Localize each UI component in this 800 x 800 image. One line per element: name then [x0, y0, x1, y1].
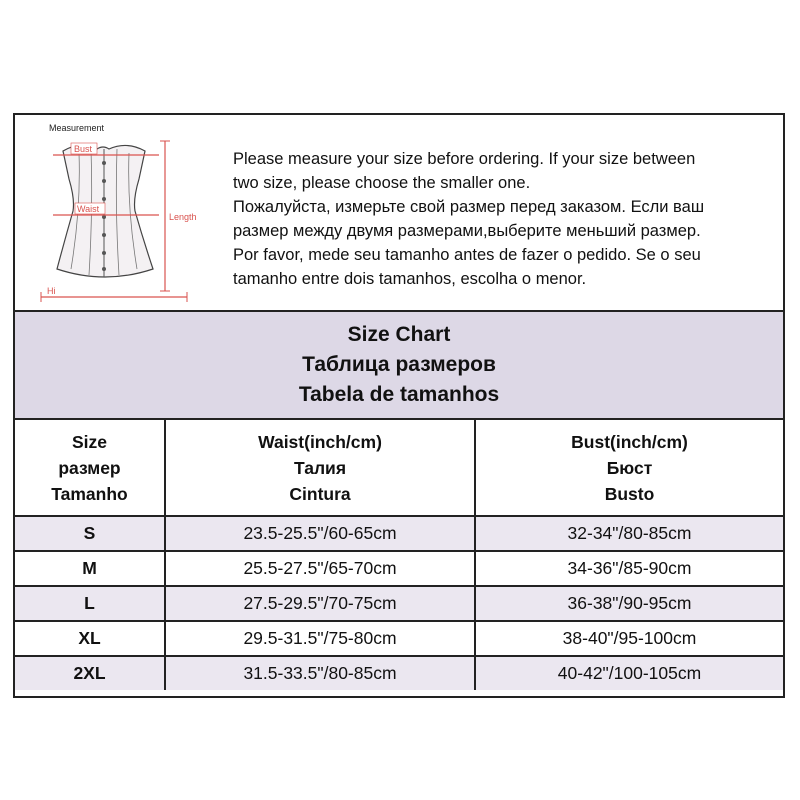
header-bust-ru: Бюст	[606, 457, 653, 478]
table-row	[15, 516, 783, 551]
note-line: two size, please choose the smaller one.	[233, 174, 531, 192]
bust-cell: 36-38"/90-95cm	[475, 586, 783, 621]
bust-cell: 40-42"/100-105cm	[475, 656, 783, 690]
bust-cell: 38-40"/95-100cm	[475, 621, 783, 656]
note-line: tamanho entre dois tamanhos, escolha o menor.	[233, 270, 587, 288]
title-pt: Tabela de tamanhos	[298, 383, 500, 406]
header-size-en: Size	[71, 431, 108, 452]
diagram-title: Measurement	[49, 123, 105, 133]
size-chart-title	[15, 312, 783, 420]
title-en: Size Chart	[347, 323, 451, 346]
table-row	[15, 551, 783, 586]
hip-label: Hi	[47, 286, 56, 296]
note-line: размер между двумя размерами,выберите меньший размер.	[233, 222, 701, 240]
waist-label: Waist	[77, 204, 100, 214]
size-cell: XL	[15, 621, 165, 656]
measurement-instructions	[233, 147, 773, 291]
waist-cell: 23.5-25.5"/60-65cm	[165, 516, 475, 551]
title-ru: Таблица размеров	[302, 353, 496, 376]
size-cell: 2XL	[15, 656, 165, 690]
table-header-row	[15, 420, 783, 516]
size-table	[15, 420, 783, 690]
note-line: Please measure your size before ordering. If your size between	[233, 150, 696, 168]
header-bust-en: Bust(inch/cm)	[571, 431, 688, 452]
size-chart-frame	[13, 113, 785, 698]
header-waist	[165, 420, 475, 516]
size-cell: L	[15, 586, 165, 621]
header-size-ru: размер	[58, 457, 121, 478]
bust-cell: 34-36"/85-90cm	[475, 551, 783, 586]
bust-cell: 32-34"/80-85cm	[475, 516, 783, 551]
note-line: Por favor, mede seu tamanho antes de fazer o pedido. Se o seu	[233, 246, 701, 264]
header-bust-pt: Busto	[604, 483, 655, 504]
size-cell: M	[15, 551, 165, 586]
waist-cell: 25.5-27.5"/65-70cm	[165, 551, 475, 586]
waist-cell: 29.5-31.5"/75-80cm	[165, 621, 475, 656]
length-measure	[160, 141, 197, 291]
measurement-info	[15, 115, 783, 312]
table-row	[15, 621, 783, 656]
size-cell: S	[15, 516, 165, 551]
table-row	[15, 586, 783, 621]
header-waist-en: Waist(inch/cm)	[258, 431, 382, 452]
header-waist-pt: Cintura	[289, 483, 351, 504]
length-label: Length	[169, 212, 197, 222]
waist-cell: 27.5-29.5"/70-75cm	[165, 586, 475, 621]
waist-cell: 31.5-33.5"/80-85cm	[165, 656, 475, 690]
header-size-pt: Tamanho	[51, 483, 128, 504]
bust-label: Bust	[74, 144, 93, 154]
header-waist-ru: Талия	[293, 457, 347, 478]
corset-measurement-diagram	[35, 119, 203, 307]
note-line: Пожалуйста, измерьте свой размер перед заказом. Если ваш	[233, 198, 705, 216]
header-size	[15, 420, 165, 516]
table-row	[15, 656, 783, 690]
header-bust	[475, 420, 783, 516]
